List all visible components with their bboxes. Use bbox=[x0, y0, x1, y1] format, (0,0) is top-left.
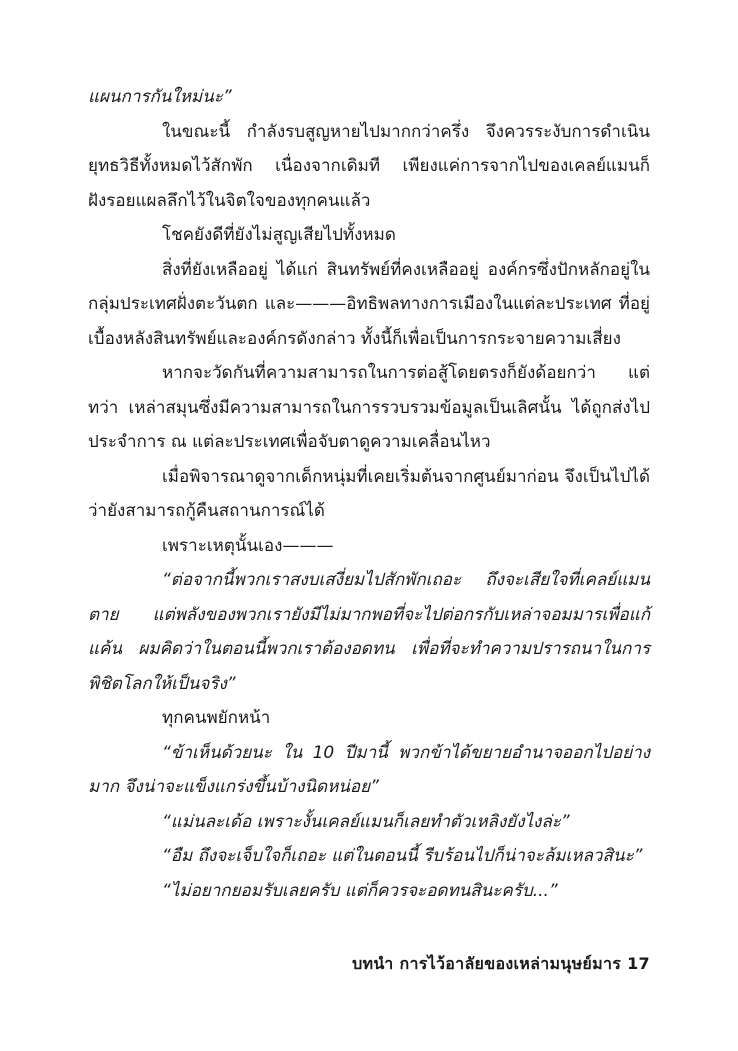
paragraph: สิ่งที่ยังเหลืออยู่ ได้แก่ สินทรัพย์ที่คงเหลืออยู่ องค์กรซึ่งปักหลักอยู่ในกลุ่มประเทศฝั่งตะวันตก และ———อิทธิพลทางการเมืองในแต่ละประเทศ ที่อยู่เบื้องหลังสินทรัพย์และองค์กรดังกล่าว ทั้งนี้ก็เพื่อเป็นการกระจายความเสี่ยง bbox=[88, 259, 650, 349]
paragraph: เพราะเหตุนั้นเอง——— bbox=[162, 535, 334, 556]
paragraph: “อืม ถึงจะเจ็บใจก็เถอะ แต่ในตอนนี้ รีบร้อนไปก็น่าจะล้มเหลวสินะ” bbox=[162, 846, 643, 866]
paragraph: ในขณะนี้ กำลังรบสูญหายไปมากกว่าครึ่ง จึงควรระงับการดำเนินยุทธวิธีทั้งหมดไว้สักพัก เนื่องจากเดิมที เพียงแค่การจากไปของเคลย์แมนก็ฝังรอยแผลลึกไว้ในจิตใจของทุกคนแล้ว bbox=[88, 121, 650, 211]
paragraph: “แม่นละเด้อ เพราะงั้นเคลย์แมนก็เลยทำตัวเหลิงยังไงล่ะ” bbox=[162, 811, 570, 832]
paragraph: โชคยังดีที่ยังไม่สูญเสียไปทั้งหมด bbox=[162, 225, 396, 245]
paragraph: หากจะวัดกันที่ความสามารถในการต่อสู้โดยตรงก็ยังด้อยกว่า แต่ทว่า เหล่าสมุนซึ่งมีความสามารถในการรวบรวมข้อมูลเป็นเลิศนั้น ได้ถูกส่งไปประจำการ ณ แต่ละประเทศเพื่อจับตาดูความเคลื่อนไหว bbox=[88, 363, 650, 452]
paragraph: ทุกคนพยักหน้า bbox=[162, 708, 271, 728]
chapter-title: บทนำ การไว้อาลัยของเหล่ามนุษย์มาร bbox=[352, 954, 622, 973]
body-text bbox=[88, 80, 650, 908]
paragraph: แผนการกันใหม่นะ” bbox=[88, 87, 232, 107]
paragraph: “ต่อจากนี้พวกเราสงบเสงี่ยมไปสักพักเถอะ ถึงจะเสียใจที่เคลย์แมนตาย แต่พลังของพวกเรายังมีไม่มากพอที่จะไปต่อกรกับเหล่าจอมมารเพื่อแก้แค้น ผมคิดว่าในตอนนี้พวกเราต้องอดทน เพื่อที่จะทำความปรารถนาในการพิชิตโลกให้เป็นจริง” bbox=[88, 570, 650, 694]
paragraph: “ไม่อยากยอมรับเลยครับ แต่ก็ควรจะอดทนสินะครับ...” bbox=[162, 880, 558, 901]
paragraph: “ข้าเห็นด้วยนะ ใน 10 ปีมานี้ พวกข้าได้ขยายอำนาจออกไปอย่างมาก จึงน่าจะแข็งแกร่งขึ้นบ้างนิดหน่อย” bbox=[88, 742, 650, 797]
paragraph: เมื่อพิจารณาดูจากเด็กหนุ่มที่เคยเริ่มต้นจากศูนย์มาก่อน จึงเป็นไปได้ว่ายังสามารถกู้คืนสถานการณ์ได้ bbox=[88, 466, 650, 521]
page-number: 17 bbox=[627, 954, 650, 973]
page-footer bbox=[352, 952, 650, 977]
